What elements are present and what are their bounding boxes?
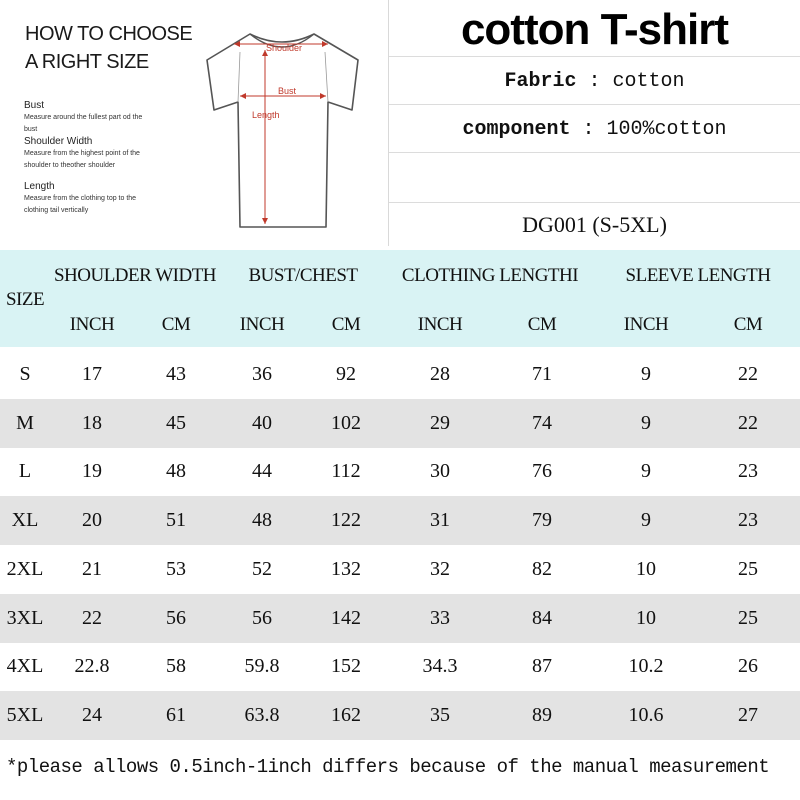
table-cell: 22	[82, 606, 102, 629]
unit-header: CM	[161, 314, 191, 335]
guide-title-line2: A RIGHT SIZE	[25, 51, 149, 73]
product-title: cotton T-shirt	[460, 5, 729, 54]
unit-header: INCH	[239, 314, 285, 335]
clothing-length-header: CLOTHING LENGTHI	[401, 265, 579, 286]
table-cell: 48	[166, 460, 186, 483]
size-cell: L	[18, 460, 32, 483]
table-cell: 102	[331, 411, 361, 434]
table-cell: 61	[166, 703, 186, 726]
table-cell: 25	[738, 606, 758, 629]
tshirt-diagram	[200, 22, 365, 237]
bust-diagram-label: Bust	[278, 86, 297, 96]
guide-title-line1: HOW TO CHOOSE	[25, 23, 193, 45]
table-cell: 26	[738, 655, 758, 678]
bust-chest-header: BUST/CHEST	[248, 265, 358, 286]
table-cell: 34.3	[422, 655, 458, 678]
unit-header: INCH	[417, 314, 463, 335]
size-cell: 5XL	[6, 703, 44, 726]
table-cell: 48	[252, 509, 272, 532]
size-column-header: SIZE	[5, 289, 45, 310]
table-cell: 82	[532, 557, 552, 580]
table-cell: 22	[738, 411, 758, 434]
table-cell: 24	[82, 703, 102, 726]
table-cell: 53	[166, 557, 186, 580]
table-cell: 74	[532, 411, 552, 434]
table-row	[0, 691, 800, 740]
component-row: component : 100%cotton	[462, 118, 727, 141]
table-cell: 31	[430, 509, 450, 532]
table-cell: 22	[738, 363, 758, 385]
size-guide-panel	[0, 0, 388, 246]
table-cell: 52	[252, 557, 272, 580]
divider-line	[389, 152, 800, 153]
table-cell: 59.8	[244, 655, 280, 678]
unit-header: INCH	[69, 314, 115, 335]
table-header	[0, 250, 800, 347]
guide-title	[25, 20, 192, 76]
table-cell: 56	[252, 606, 272, 629]
table-cell: 51	[166, 509, 186, 532]
product-code: DG001 (S-5XL)	[522, 212, 667, 237]
table-cell: 92	[336, 363, 356, 385]
fabric-label: Fabric	[504, 70, 577, 93]
table-cell: 21	[82, 557, 102, 580]
bust-measure-name: Bust	[24, 100, 45, 111]
table-cell: 43	[166, 363, 186, 385]
shoulder-width-header: SHOULDER WIDTH	[53, 265, 217, 286]
table-cell: 23	[738, 509, 758, 532]
table-cell: 10	[636, 606, 656, 629]
length-diagram-label: Length	[252, 110, 280, 120]
table-row	[0, 447, 800, 496]
table-cell: 30	[430, 460, 450, 483]
table-cell: 162	[331, 703, 361, 726]
size-cell: 3XL	[6, 606, 44, 629]
table-cell: 45	[166, 411, 186, 434]
table-cell: 89	[532, 703, 552, 726]
fabric-value: cotton	[612, 70, 685, 93]
table-cell: 142	[331, 606, 361, 629]
table-cell: 84	[532, 606, 552, 629]
size-cell: S	[19, 363, 31, 385]
table-row	[0, 642, 800, 691]
table-cell: 76	[532, 460, 552, 483]
table-cell: 10	[636, 557, 656, 580]
table-cell: 36	[252, 363, 272, 385]
table-row	[0, 350, 800, 399]
unit-header: CM	[733, 314, 763, 335]
table-cell: 18	[82, 411, 102, 434]
table-row	[0, 594, 800, 643]
table-cell: 71	[532, 363, 552, 385]
table-cell: 63.8	[244, 703, 280, 726]
size-cell: 2XL	[6, 557, 44, 580]
table-cell: 33	[430, 606, 450, 629]
table-cell: 28	[430, 363, 450, 385]
size-cell: 4XL	[6, 655, 44, 678]
table-cell: 9	[641, 363, 651, 385]
sleeve-length-header: SLEEVE LENGTH	[625, 265, 771, 286]
table-cell: 56	[166, 606, 186, 629]
table-cell: 25	[738, 557, 758, 580]
table-row	[0, 545, 800, 594]
table-cell: 9	[641, 411, 651, 434]
shoulder-measure-name: Shoulder Width	[24, 136, 93, 147]
table-cell: 40	[252, 411, 272, 434]
table-cell: 9	[641, 460, 651, 483]
size-cell: M	[16, 411, 34, 434]
table-cell: 79	[532, 509, 552, 532]
unit-header: INCH	[623, 314, 669, 335]
table-cell: 35	[430, 703, 450, 726]
length-measure-desc: Measure from the clothing top to the clothing tail vertically	[24, 195, 137, 214]
measurement-note: *please allows 0.5inch-1inch differs because of the manual measurement	[6, 756, 770, 778]
shoulder-diagram-label: Shoulder	[266, 43, 303, 53]
component-label: component	[462, 118, 571, 141]
table-cell: 27	[738, 703, 758, 726]
shoulder-measure-desc: Measure from the highest point of the shoulder to theother shoulder	[24, 150, 140, 169]
table-cell: 23	[738, 460, 758, 483]
table-cell: 9	[641, 509, 651, 532]
divider-line	[389, 104, 800, 105]
table-cell: 10.2	[628, 655, 664, 678]
size-cell: XL	[11, 509, 39, 532]
table-cell: 132	[331, 557, 361, 580]
table-row	[0, 399, 800, 448]
unit-header: CM	[527, 314, 557, 335]
divider-line	[389, 202, 800, 203]
fabric-row: Fabric : cotton	[504, 70, 685, 93]
divider-line	[389, 56, 800, 57]
table-cell: 19	[82, 460, 102, 483]
table-row	[0, 496, 800, 545]
table-cell: 10.6	[628, 703, 664, 726]
table-cell: 29	[430, 411, 450, 434]
table-cell: 58	[166, 655, 186, 678]
unit-header: CM	[331, 314, 361, 335]
table-cell: 17	[82, 363, 102, 385]
table-cell: 87	[532, 655, 552, 678]
length-measure-name: Length	[24, 181, 55, 192]
table-cell: 112	[331, 460, 361, 483]
table-cell: 20	[82, 509, 102, 532]
table-cell: 152	[331, 655, 361, 678]
table-cell: 122	[331, 509, 361, 532]
bust-measure-desc: Measure around the fullest part od the bust	[24, 114, 143, 133]
table-cell: 44	[252, 460, 272, 483]
table-cell: 32	[430, 557, 450, 580]
component-value: 100%cotton	[606, 118, 727, 141]
table-cell: 22.8	[74, 655, 110, 678]
